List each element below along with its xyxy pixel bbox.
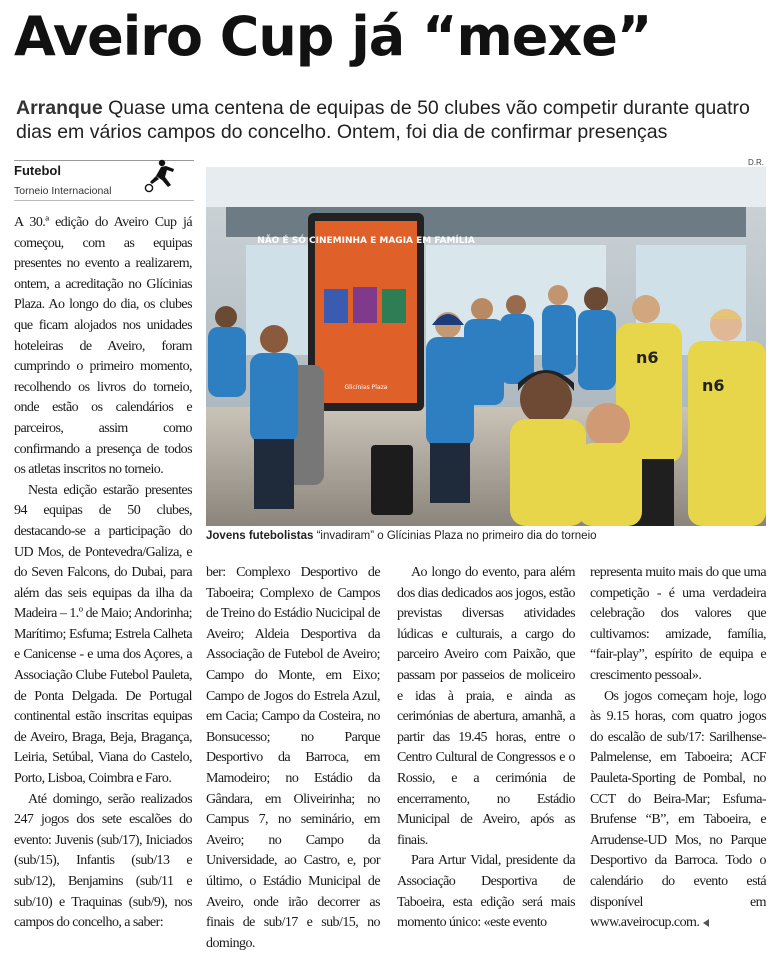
- body-paragraph-text: Os jogos começam hoje, logo às 9.15 horas, com quatro jogos do escalão de sub/17: Sarilhense-Palmelense, em Taboeira; ACF Pauleta-Sporting de Pombal, no CCT do Beira-Mar; Esfuma-Brufense “B”, em Taboeira, e Arrudense-UD Mos, no Parque Desportivo da Barroca. Todo o calendário do evento está disponível em www.aveirocup.com.: [590, 688, 766, 931]
- body-paragraph: Nesta edição estarão presentes 94 equipas de 50 clubes, destacando-se a participação do UD Mos, de Pontevedra/Galiza, e do Seven Falcons, do Dubai, para além das seis equipas da ilha da Madeira – 1.º de Maio; Andorinha; Marítimo; Esfuma; Estrela Calheta e Canicense - e uma dos Açores, a Associação Clube Futebol Pauleta, de Ponta Delgada. De Portugal continental estão inscritas equipas de Aveiro, Braga, Beja, Bragança, Leiria, Setúbal, Viana do Castelo, Porto, Lisboa, Coimbra e Faro.: [14, 482, 192, 787]
- screen-title: NÃO É SÓ CINEMINHA E MAGIA EM FAMÍLIA: [257, 236, 475, 246]
- end-of-article-icon: [703, 919, 709, 927]
- headline: Aveiro Cup já “mexe”: [14, 5, 652, 68]
- subsection-label: Torneio Internacional: [14, 185, 112, 197]
- standfirst: [16, 96, 768, 144]
- photo-caption: [206, 530, 597, 542]
- photo-illustration: [206, 167, 766, 526]
- body-column-2: [206, 563, 380, 954]
- body-paragraph: Até domingo, serão realizados 247 jogos dos sete escalões do evento: Juvenis (sub/17), Iniciados (sub/15), Infantis (sub/13 e sub/12), Benjamins (sub/11 e sub/10) e Traquinas (sub/9), nos campos do concelho, a saber:: [14, 791, 192, 931]
- caption-text: “invadiram” o Glícinias Plaza no primeiro dia do torneio: [313, 530, 597, 542]
- body-column-1: [14, 213, 192, 934]
- body-paragraph: ber: Complexo Desportivo de Taboeira; Complexo de Campos de Treino do Estádio Nucicipal de Aveiro; Aldeia Desportiva da Associação de Futebol de Aveiro; Campo do Monte, em Eixo; Campo de Jogos do Estrela Azul, em Cacia; Campo da Costeira, no Bonsucesso; no Parque Desportivo da Barroca, em Mamodeiro; no Estádio da Gândara, em Oliveirinha; no Campus 7, no seminário, em Aveiro; no Campo da Universidade, ao Castro, e, por último, o Estádio Municipal de Aveiro, onde irão decorrer as finais de sub/17 e sub/15, no domingo.: [206, 565, 380, 951]
- football-player-icon: [142, 158, 178, 194]
- standfirst-text: Quase uma centena de equipas de 50 clubes vão competir durante quatro dias em vários campos do concelho. Ontem, foi dia de confirmar presenças: [16, 97, 750, 143]
- caption-bold: Jovens futebolistas: [206, 530, 314, 542]
- body-paragraph: A 30.ª edição do Aveiro Cup já começou, com as equipas presentes no evento a realizarem, ontem, a acreditação no Glícinias Plaza. Ao longo do dia, os clubes que ficam alojados nos unidades hoteleiras de Aveiro, foram cumprindo o primeiro momento, recolhendo os livros do torneio, onde estão os calendários e parceiros, assim como confirmando a presença de todos os atletas inscritos no torneio.: [14, 215, 192, 478]
- section-label: Futebol: [14, 163, 61, 178]
- body-column-4: [590, 563, 766, 934]
- shirt-text: n6: [636, 348, 659, 367]
- body-column-3: [397, 563, 575, 934]
- article-photo: [206, 167, 766, 526]
- body-paragraph: Ao longo do evento, para além dos dias dedicados aos jogos, estão previstas diversas atividades lúdicas e culturais, a cargo do parceiro Aveiro com Paixão, que passam por passeios de moliceiro e idas à praia, e ainda as cerimónias de abertura, amanhã, a partir das 19.45 horas, entre o Centro Cultural de Congressos e o Rossio, e a cerimónia de encerramento, no Estádio Municipal de Aveiro, após as finais.: [397, 565, 575, 848]
- body-paragraph: representa muito mais do que uma competição - é uma verdadeira celebração dos valores que cultivamos: amizade, família, “fair-play”, espírito de equipa e crescimento pessoal».: [590, 565, 766, 683]
- screen-footer: Glicínias Plaza: [344, 384, 388, 391]
- photo-credit: D.R.: [748, 158, 764, 167]
- body-paragraph: [590, 687, 766, 934]
- section-rule-bottom: [14, 200, 194, 201]
- shirt-text-2: n6: [702, 376, 725, 395]
- body-paragraph: Para Artur Vidal, presidente da Associação Desportiva de Taboeira, esta edição será mais momento único: «este evento: [397, 853, 575, 931]
- standfirst-keyword: Arranque: [16, 97, 103, 119]
